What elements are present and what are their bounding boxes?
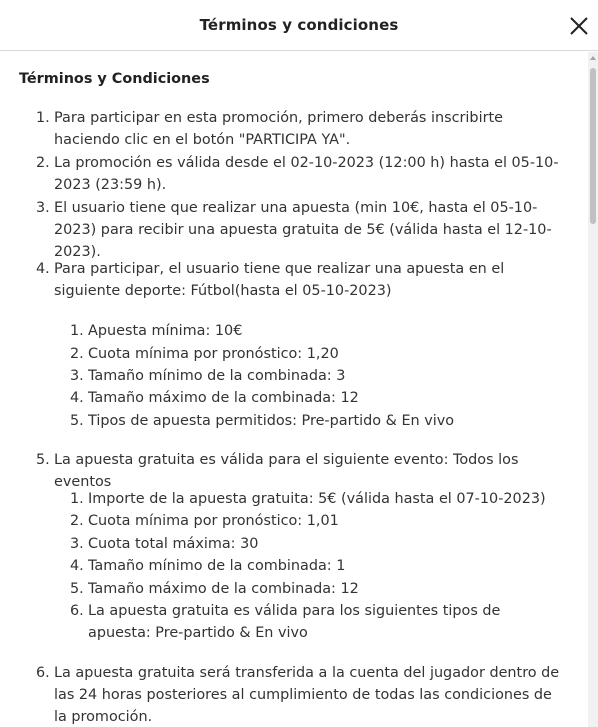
item-text: Para participar, el usuario tiene que realizar una apuesta en el siguiente deporte: Fútbol(hasta el 05-10-2023) — [54, 261, 505, 299]
sub-item-text: Tamaño mínimo de la combinada: 3 — [88, 368, 346, 384]
sub-list-item — [70, 365, 560, 387]
list-item — [36, 152, 566, 196]
sub-item-text: Cuota total máxima: 30 — [88, 536, 259, 552]
item-text: El usuario tiene que realizar una apuesta (min 10€, hasta el 05-10-2023) para recibir una apuesta gratuita de 5€ (válida hasta el 12-10-2023). — [54, 200, 552, 260]
list-item — [36, 107, 566, 151]
close-button[interactable] — [569, 16, 589, 36]
sub-item-number: 1. — [70, 491, 84, 507]
item-text: La apuesta gratuita es válida para el siguiente evento: Todos los eventos — [54, 452, 519, 490]
scrollbar-thumb[interactable] — [590, 68, 596, 224]
sub-item-text: Tamaño máximo de la combinada: 12 — [88, 581, 359, 597]
sub-item-number: 4. — [70, 390, 84, 406]
sub-item-text: Importe de la apuesta gratuita: 5€ (válida hasta el 07-10-2023) — [88, 491, 546, 507]
sub-list-item — [70, 320, 560, 342]
sub-item-number: 3. — [70, 536, 84, 552]
item-number: 6. — [36, 665, 50, 681]
sub-list-item — [70, 533, 560, 555]
list-item — [36, 197, 566, 263]
item-text: La apuesta gratuita será transferida a la cuenta del jugador dentro de las 24 horas posteriores al cumplimiento de todas las condiciones de la promoción. — [54, 665, 560, 725]
item-number: 3. — [36, 200, 50, 216]
sub-list-item — [70, 510, 560, 532]
modal-header — [0, 0, 598, 51]
scroll-up-arrow-icon[interactable] — [590, 56, 596, 60]
sub-item-text: Cuota mínima por pronóstico: 1,20 — [88, 346, 339, 362]
list-item — [36, 662, 566, 727]
sub-item-text: Apuesta mínima: 10€ — [88, 323, 243, 339]
item-number: 1. — [36, 110, 50, 126]
sub-item-number: 1. — [70, 323, 84, 339]
sub-item-number: 2. — [70, 346, 84, 362]
item-text: Para participar en esta promoción, primero deberás inscribirte haciendo clic en el botón "PARTICIPA YA". — [54, 110, 503, 148]
sub-list-item — [70, 555, 560, 577]
section-title: Términos y Condiciones — [19, 71, 210, 87]
sub-list-item — [70, 578, 560, 600]
sub-list-item — [70, 387, 560, 409]
sub-item-number: 5. — [70, 413, 84, 429]
modal-title: Términos y condiciones — [199, 16, 399, 34]
close-icon — [569, 16, 589, 36]
sub-item-text: Cuota mínima por pronóstico: 1,01 — [88, 513, 339, 529]
item-number: 5. — [36, 452, 50, 468]
sub-list-item — [70, 600, 560, 644]
sub-item-text: Tamaño mínimo de la combinada: 1 — [88, 558, 346, 574]
sub-item-number: 6. — [70, 603, 84, 619]
sub-item-text: Tipos de apuesta permitidos: Pre-partido & En vivo — [88, 413, 455, 429]
terms-content — [0, 52, 588, 727]
item-number: 2. — [36, 155, 50, 171]
sub-list-item — [70, 488, 560, 510]
list-item — [36, 258, 566, 302]
list-item — [36, 449, 566, 493]
sub-item-text: La apuesta gratuita es válida para los siguientes tipos de apuesta: Pre-partido & En vivo — [88, 603, 501, 641]
sub-item-number: 5. — [70, 581, 84, 597]
scrollbar[interactable] — [588, 52, 598, 727]
sub-list-item — [70, 410, 560, 432]
sub-item-text: Tamaño máximo de la combinada: 12 — [88, 390, 359, 406]
sub-item-number: 4. — [70, 558, 84, 574]
sub-item-number: 2. — [70, 513, 84, 529]
item-number: 4. — [36, 261, 50, 277]
sub-list-item — [70, 343, 560, 365]
item-text: La promoción es válida desde el 02-10-2023 (12:00 h) hasta el 05-10-2023 (23:59 h). — [54, 155, 559, 193]
sub-item-number: 3. — [70, 368, 84, 384]
